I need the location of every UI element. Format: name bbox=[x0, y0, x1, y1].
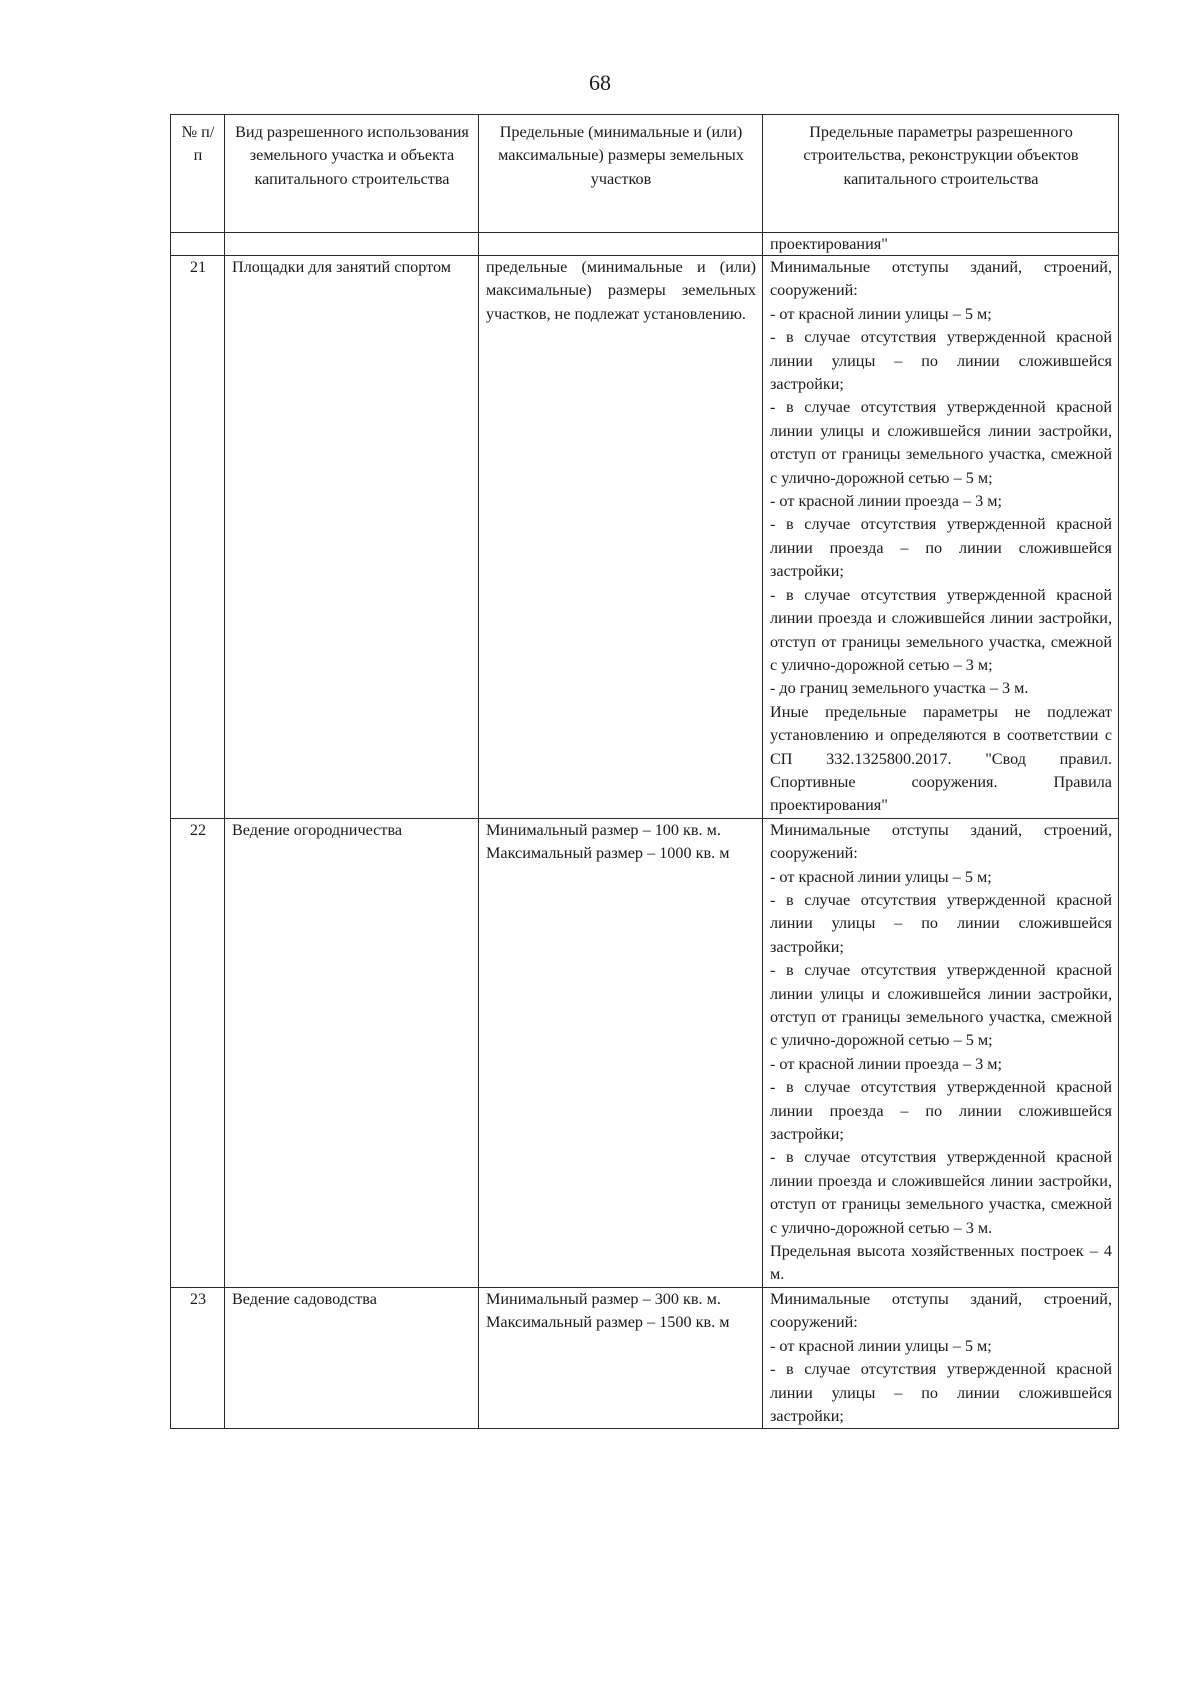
row-number: 22 bbox=[171, 818, 225, 1287]
param-paragraph: - в случае отсутствия утвержденной красной линии улицы и сложившейся линии застройки, отступ от границы земельного участка, смежной с улично-дорожной сетью – 5 м; bbox=[770, 398, 1112, 487]
param-paragraph: - в случае отсутствия утвержденной красной линии улицы – по линии сложившейся застройки; bbox=[770, 1360, 1112, 1425]
table-row bbox=[171, 256, 1119, 819]
header-plot-size: Предельные (минимальные и (или) максимальные) размеры земельных участков bbox=[479, 115, 763, 233]
param-paragraph: Минимальные отступы зданий, строений, сооружений: bbox=[770, 258, 1112, 300]
row-construction-params bbox=[763, 818, 1119, 1287]
param-paragraph: - в случае отсутствия утвержденной красной линии проезда и сложившейся линии застройки, отступ от границы земельного участка, смежной с улично-дорожной сетью – 3 м. bbox=[770, 1148, 1112, 1237]
param-paragraph: - от красной линии улицы – 5 м; bbox=[770, 867, 992, 886]
header-number: № п/п bbox=[171, 115, 225, 233]
table-body bbox=[171, 233, 1119, 1429]
row-construction-params bbox=[763, 1287, 1119, 1428]
plot-size-paragraph: Максимальный размер – 1500 кв. м bbox=[486, 1313, 730, 1332]
param-paragraph: Иные предельные параметры не подлежат установлению и определяются в соответствии с СП 332.1325800.2017. "Свод правил. Спортивные сооружения. Правила проектирования" bbox=[770, 702, 1112, 815]
param-paragraph: Минимальные отступы зданий, строений, сооружений: bbox=[770, 1289, 1112, 1332]
header-construction-params: Предельные параметры разрешенного строительства, реконструкции объектов капитального строительства bbox=[763, 115, 1119, 233]
usage-type-text: Ведение огородничества bbox=[232, 820, 403, 839]
row-construction-params bbox=[763, 256, 1119, 819]
usage-type-text: Ведение садоводства bbox=[232, 1289, 377, 1308]
row-usage-type bbox=[225, 818, 479, 1287]
plot-size-paragraph: Минимальный размер – 100 кв. м. bbox=[486, 820, 721, 839]
param-paragraph: - в случае отсутствия утвержденной красной линии проезда и сложившейся линии застройки, отступ от границы земельного участка, смежной с улично-дорожной сетью – 3 м; bbox=[770, 585, 1112, 674]
param-paragraph: - в случае отсутствия утвержденной красной линии улицы – по линии сложившейся застройки; bbox=[770, 890, 1112, 956]
row-plot-size bbox=[479, 818, 763, 1287]
row-plot-size bbox=[479, 1287, 763, 1428]
continuation-text: проектирования" bbox=[763, 233, 1119, 256]
header-usage-type: Вид разрешенного использования земельного участка и объекта капитального строительства bbox=[225, 115, 479, 233]
param-paragraph: - от красной линии проезда – 3 м; bbox=[770, 1054, 1003, 1073]
row-number: 23 bbox=[171, 1287, 225, 1428]
param-paragraph: - от красной линии проезда – 3 м; bbox=[770, 492, 1003, 511]
row-plot-size bbox=[479, 256, 763, 819]
plot-size-paragraph: предельные (минимальные и (или) максимальные) размеры земельных участков, не подлежат установлению. bbox=[486, 258, 756, 323]
regulations-table bbox=[170, 114, 1119, 1429]
usage-type-text: Площадки для занятий спортом bbox=[232, 258, 451, 276]
continuation-empty-cell bbox=[479, 233, 763, 256]
param-paragraph: - в случае отсутствия утвержденной красной линии проезда – по линии сложившейся застройки; bbox=[770, 515, 1112, 581]
param-paragraph: - в случае отсутствия утвержденной красной линии улицы – по линии сложившейся застройки; bbox=[770, 328, 1112, 394]
row-usage-type bbox=[225, 1287, 479, 1428]
param-paragraph: Минимальные отступы зданий, строений, сооружений: bbox=[770, 820, 1112, 863]
page-number: 68 bbox=[589, 70, 611, 95]
param-paragraph: - в случае отсутствия утвержденной красной линии проезда – по линии сложившейся застройки; bbox=[770, 1078, 1112, 1144]
param-paragraph: - до границ земельного участка – 3 м. bbox=[770, 679, 1029, 698]
row-usage-type bbox=[225, 256, 479, 819]
table-row bbox=[171, 818, 1119, 1287]
param-paragraph: - в случае отсутствия утвержденной красной линии улицы и сложившейся линии застройки, отступ от границы земельного участка, смежной с улично-дорожной сетью – 5 м; bbox=[770, 961, 1112, 1050]
table-row bbox=[171, 1287, 1119, 1428]
continuation-empty-cell bbox=[171, 233, 225, 256]
continuation-row bbox=[171, 233, 1119, 256]
param-paragraph: - от красной линии улицы – 5 м; bbox=[770, 304, 992, 323]
row-number: 21 bbox=[171, 256, 225, 819]
param-paragraph: Предельная высота хозяйственных построек – 4 м. bbox=[770, 1242, 1112, 1284]
continuation-empty-cell bbox=[225, 233, 479, 256]
param-paragraph: - от красной линии улицы – 5 м; bbox=[770, 1336, 992, 1355]
table-header-row bbox=[171, 115, 1119, 233]
plot-size-paragraph: Минимальный размер – 300 кв. м. bbox=[486, 1289, 721, 1308]
plot-size-paragraph: Максимальный размер – 1000 кв. м bbox=[486, 844, 730, 863]
